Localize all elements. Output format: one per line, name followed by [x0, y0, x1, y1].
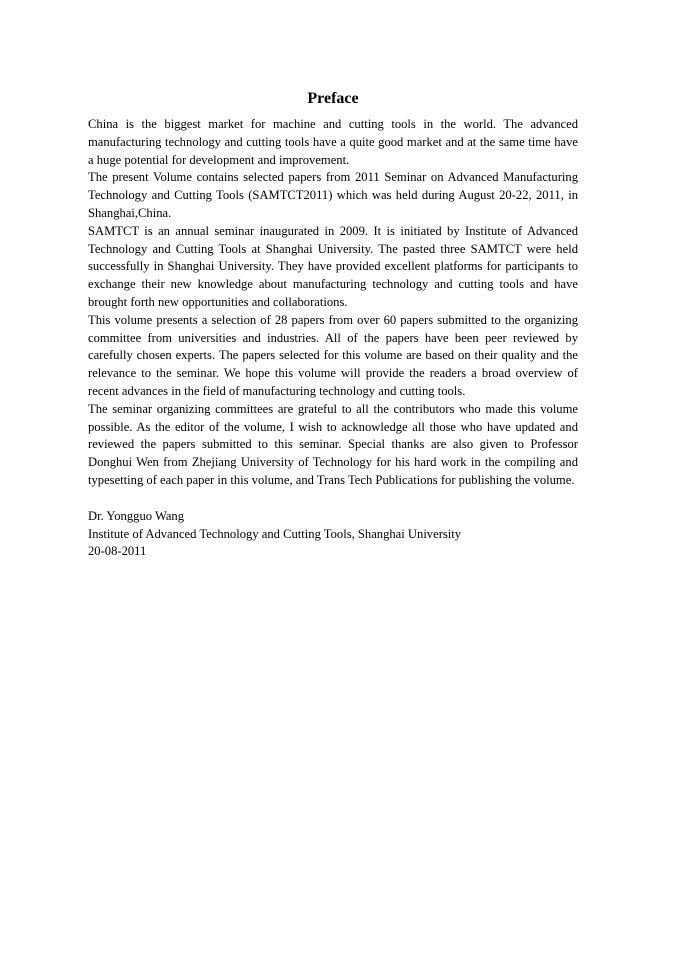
signature-block [88, 508, 578, 561]
signature-affiliation: Institute of Advanced Technology and Cutting Tools, Shanghai University [88, 526, 462, 541]
signature-name: Dr. Yongguo Wang [88, 508, 185, 523]
paragraph-samtct: SAMTCT is an annual seminar inaugurated in 2009. It is initiated by Institute of Advanced Technology and Cutting Tools at Shanghai University. The pasted three SAMTCT were held successfully in Shanghai University. They have provided excellent platforms for participants to exchange their new knowledge about manufacturing technology and cutting tools and have brought forth new opportunities and collaborations. [88, 223, 578, 309]
signature-date: 20-08-2011 [88, 544, 147, 559]
paragraph-market: China is the biggest market for machine and cutting tools in the world. The advanced manufacturing technology and cutting tools have a quite good market and at the same time have a huge potential for development and improvement. [88, 117, 578, 167]
paragraph-selection: This volume presents a selection of 28 papers from over 60 papers submitted to the organizing committee from universities and industries. All of the papers have been peer reviewed by carefully chosen experts. The papers selected for this volume are based on their quality and the relevance to the seminar. We hope this volume will provide the readers a broad overview of recent advances in the field of manufacturing technology and cutting tools. [88, 312, 578, 398]
paragraph-acknowledgements: The seminar organizing committees are grateful to all the contributors who made this volume possible. As the editor of the volume, I wish to acknowledge all those who have updated and reviewed the papers submitted to this seminar. Special thanks are also given to Professor Donghui Wen from Zhejiang University of Technology for his hard work in the compiling and typesetting of each paper in this volume, and Trans Tech Publications for publishing the volume. [88, 401, 578, 487]
document-page [88, 88, 578, 561]
document-title: Preface [307, 90, 359, 107]
paragraph-volume: The present Volume contains selected papers from 2011 Seminar on Advanced Manufacturing Technology and Cutting Tools (SAMTCT2011) which was held during August 20-22, 2011, in Shanghai,China. [88, 170, 578, 220]
